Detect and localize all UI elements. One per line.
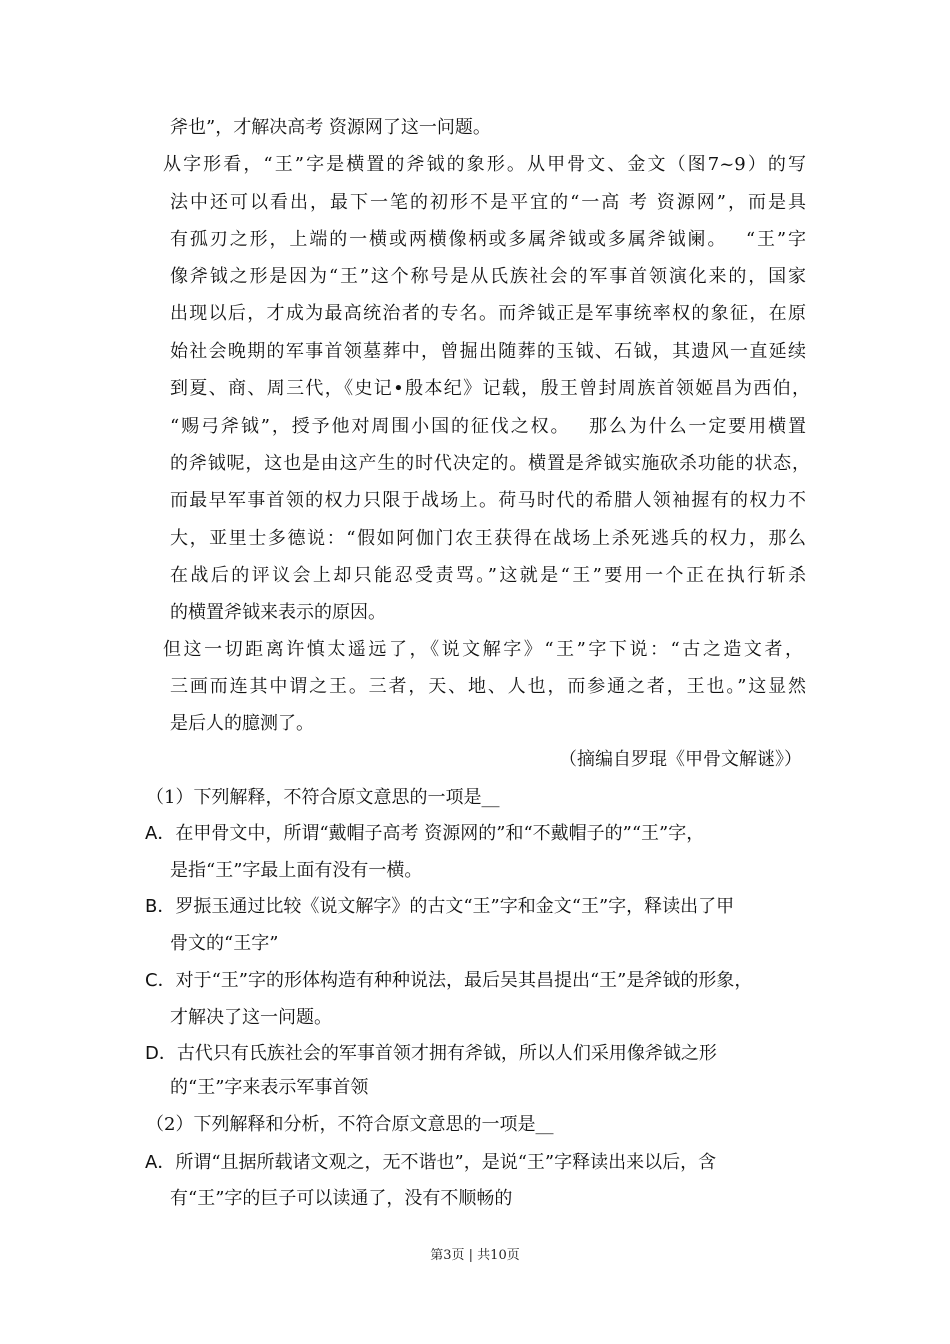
option-text-cont: 的“王”字来表示军事首领 (170, 1077, 369, 1098)
option-text: 古代只有氏族社会的军事首领才拥有斧钺，所以人们采用像斧钺之形 (176, 1043, 717, 1064)
question-stem: （1）下列解释，不符合原文意思的一项是__ (146, 787, 500, 808)
option-a (145, 823, 704, 845)
passage-line: 从字形看，“王”字是横置的斧钺的象形。从甲骨文、金文（图7~9）的写 (163, 154, 806, 175)
passage-line: 斧也”，才解决高考 资源网了这一问题。 (170, 117, 491, 138)
option-label: A． (145, 1152, 176, 1173)
passage-line: 而最早军事首领的权力只限于战场上。荷马时代的希腊人领袖握有的权力不 (170, 490, 806, 511)
passage-line: 出现以后，才成为最高统治者的专名。而斧钺正是军事统率权的象征，在原 (170, 303, 806, 324)
option-text-cont: 骨文的“王字” (170, 933, 279, 954)
option-text-cont: 才解决了这一问题。 (170, 1007, 332, 1028)
option-label: B． (145, 896, 176, 917)
page-footer: 第3页 | 共10页 (430, 1248, 520, 1263)
option-text-cont: 是指“王”字最上面有没有一横。 (170, 860, 423, 881)
option-d (145, 1043, 717, 1065)
option-label: C． (145, 970, 176, 991)
passage-line: “赐弓斧钺”，授予他对周围小国的征伐之权。 那么为什么一定要用横置 (170, 416, 806, 437)
passage-line: 到夏、商、周三代，《史记•殷本纪》记载，殷王曾封周族首领姬昌为西伯， (170, 378, 810, 399)
option-label: A． (145, 823, 176, 844)
passage-line: 法中还可以看出，最下一笔的初形不是平宜的“一高 考 资源网”，而是具 (170, 192, 806, 213)
passage-line: 始社会晚期的军事首领墓葬中，曾掘出随葬的玉钺、石钺，其遗风一直延续 (170, 341, 806, 362)
passage-line: 但这一切距离许慎太遥远了，《说文解字》“王”字下说：“古之造文者， (163, 639, 803, 660)
passage-line: 大，亚里士多德说：“假如阿伽门农王获得在战场上杀死逃兵的权力，那么 (170, 528, 806, 549)
source-citation: （摘编自罗琨《甲骨文解谜》） (559, 749, 802, 770)
option-text: 罗振玉通过比较《说文解字》的古文“王”字和金文“王”字，释读出了甲 (175, 896, 735, 917)
passage-line: 有孤刃之形，上端的一横或两横像柄或多属斧钺或多属斧钺阑。 “王”字 (170, 229, 806, 250)
option-text: 在甲骨文中，所谓“戴帽子高考 资源网的”和“不戴帽子的”“王”字， (175, 823, 705, 844)
option-text: 所谓“且据所载诸文观之，无不谐也”，是说“王”字释读出来以后，含 (175, 1152, 717, 1173)
passage-line: 像斧钺之形是因为“王”这个称号是从氏族社会的军事首领演化来的，国家 (170, 266, 806, 287)
question-stem: （2）下列解释和分析，不符合原文意思的一项是__ (146, 1114, 554, 1135)
passage-line: 是后人的臆测了。 (170, 713, 314, 734)
option-b (145, 896, 734, 918)
passage-line: 三画而连其中谓之王。三者，天、地、人也，而参通之者，王也。”这显然 (170, 676, 806, 697)
option-c (145, 970, 752, 992)
option-text-cont: 有“王”字的巨子可以读通了，没有不顺畅的 (170, 1188, 513, 1209)
passage-line: 在战后的评议会上却只能忍受责骂。”这就是“王”要用一个正在执行斩杀 (170, 565, 806, 586)
passage-line: 的斧钺呢，这也是由这产生的时代决定的。横置是斧钺实施砍杀功能的状态， (170, 453, 810, 474)
option-label: D． (145, 1043, 177, 1064)
option-text: 对于“王”字的形体构造有种种说法，最后吴其昌提出“王”是斧钺的形象， (175, 970, 753, 991)
passage-line: 的横置斧钺来表示的原因。 (170, 602, 386, 623)
option-a (145, 1152, 716, 1174)
